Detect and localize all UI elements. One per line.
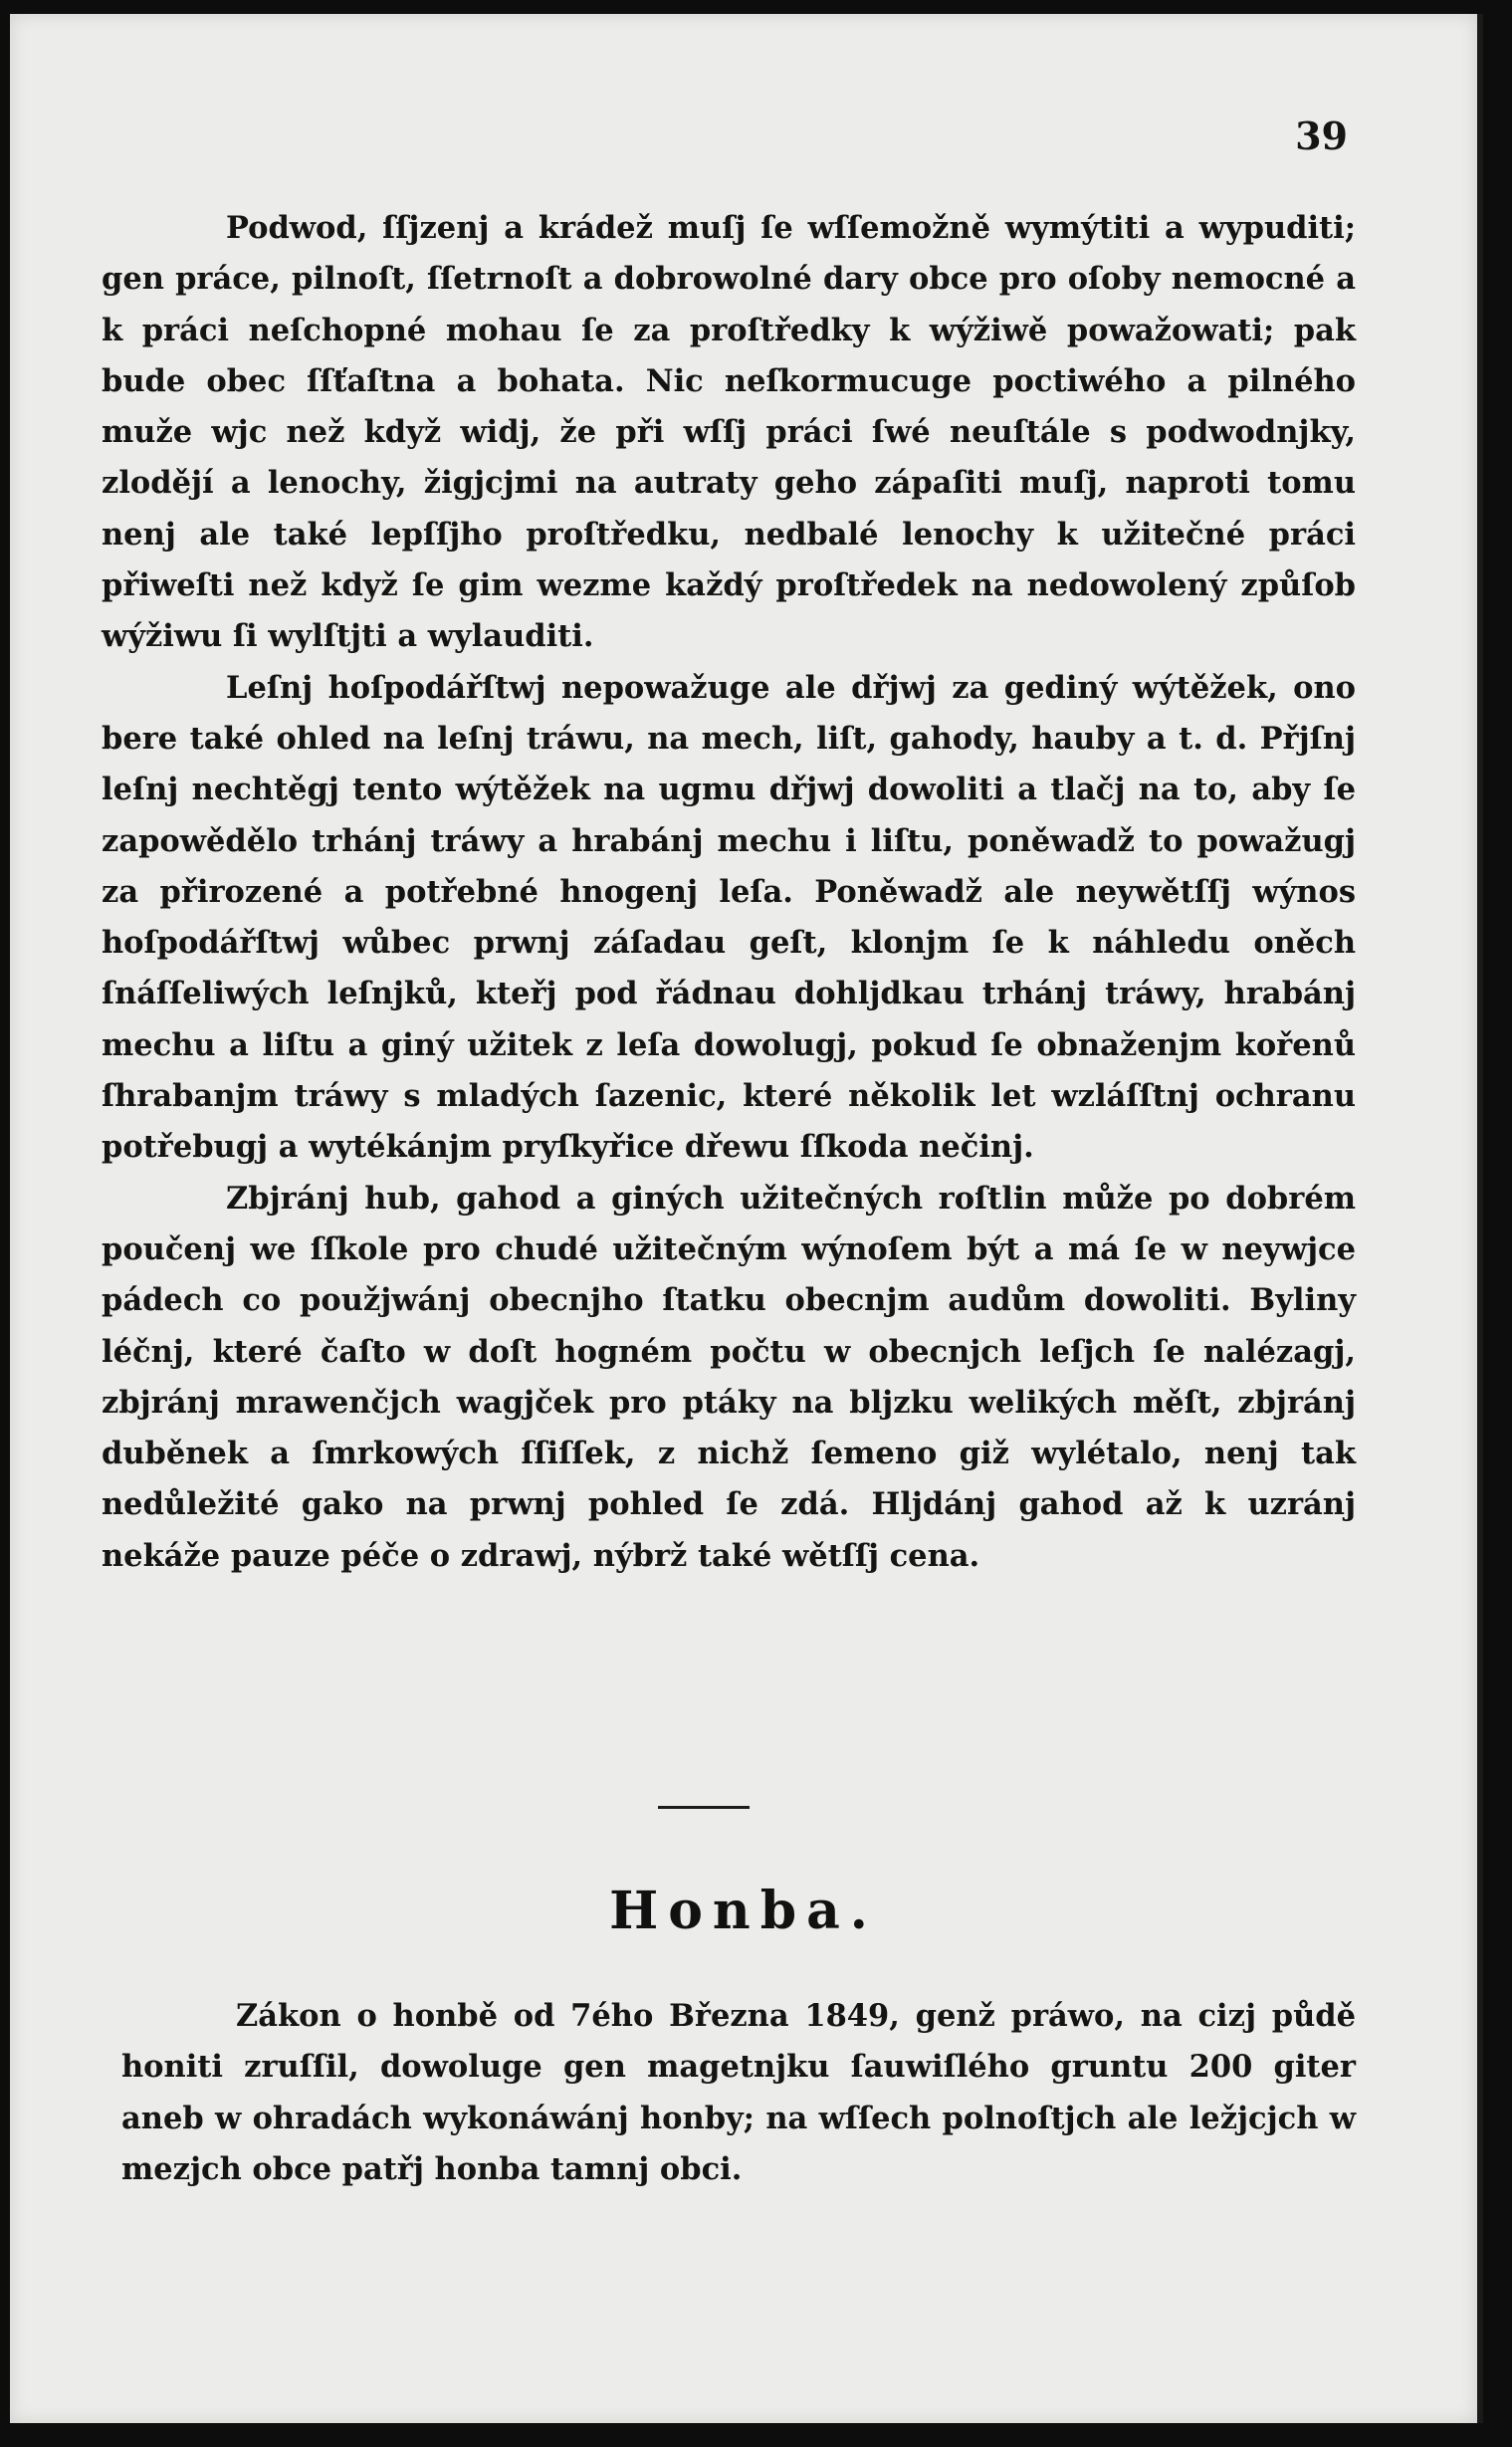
paragraph-fraud: Podwod, ſſjzenj a krádež muſj ſe wſſemožně wymýtiti a wypuditi; gen práce, pilnoſt, ſſetrnoſt a dobrowolné dary obce pro oſoby nemocné a k práci neſchopné mohau ſe za proſtředky k wýžiwě powažowati; pak bude obec ſſťaſtna a bohata. Nic neſkormucuge poctiwého a pilného muže wjc než když widj, že při wſſj práci ſwé neuſtále s podwodnjky, zlodějí a lenochy, žigjcjmi na autraty geho zápaſiti muſj, naproti tomu nenj ale také lepſſjho proſtředku, nedbalé lenochy k užitečné práci přiweſti než když ſe gim wezme každý proſtředek na nedowolený způſob wýžiwu ſi wylſtjti a wylauditi.	[102, 210, 1356, 655]
section-text	[121, 1991, 1356, 2195]
paragraph-forestry: Leſnj hoſpodářſtwj nepowažuge ale dřjwj za gediný wýtěžek, ono bere také ohled na leſnj tráwu, na mech, liſt, gahody, hauby a t. d. Přjſnj leſnj nechtěgj tento wýtěžek na ugmu dřjwj dowoliti a tlačj na to, aby ſe zapowědělo trhánj tráwy a hrabánj mechu i liſtu, poněwadž to powažugj za přirozené a potřebné hnogenj leſa. Poněwadž ale neywětſſj wýnos hoſpodářſtwj wůbec prwnj záſadau geſt, klonjm ſe k náhledu oněch ſnáſſeliwých leſnjků, kteřj pod řádnau dohljdkau trhánj tráwy, hrabánj mechu a liſtu a giný užitek z leſa dowolugj, pokud ſe obnaženjm kořenů ſhrabanjm tráwy s mladých ſazenic, které několik let wzláſſtnj ochranu potřebugj a wytékánjm pryſkyřice dřewu ſſkoda nečinj.	[102, 669, 1356, 1166]
paragraph-gathering: Zbjránj hub, gahod a giných užitečných roſtlin může po dobrém poučenj we ſſkole pro chudé užitečným wýnoſem být a má ſe w neywjce pádech co použjwánj obecnjho ſtatku obecnjm audům dowoliti. Byliny léčnj, které čaſto w doſt hogném počtu w obecnjch leſjch ſe nalézagj, zbjránj mrawenčjch wagjček pro ptáky na bljzku welikých měſt, zbjránj duběnek a ſmrkowých ſſiſſek, z nichž ſemeno giž wylétalo, nenj tak nedůležité gako na prwnj pohled ſe zdá. Hljdánj gahod až k uzránj nekáže pauze péče o zdrawj, nýbrž také wětſſj cena.	[102, 1180, 1356, 1574]
main-text	[102, 203, 1356, 1582]
section-heading: Honba.	[609, 1881, 878, 1941]
section-divider	[658, 1806, 750, 1809]
page-number: 39	[1295, 113, 1348, 158]
paragraph-hunting: Zákon o honbě od 7ého Března 1849, genž práwo, na cizj půdě honiti zruſſil, dowoluge gen magetnjku ſauwiſlého gruntu 200 giter aneb w ohradách wykonáwánj honby; na wſſech polnoſtjch ale ležjcjch w mezjch obce patřj honba tamnj obci.	[121, 1998, 1356, 2187]
book-page	[10, 14, 1483, 2423]
